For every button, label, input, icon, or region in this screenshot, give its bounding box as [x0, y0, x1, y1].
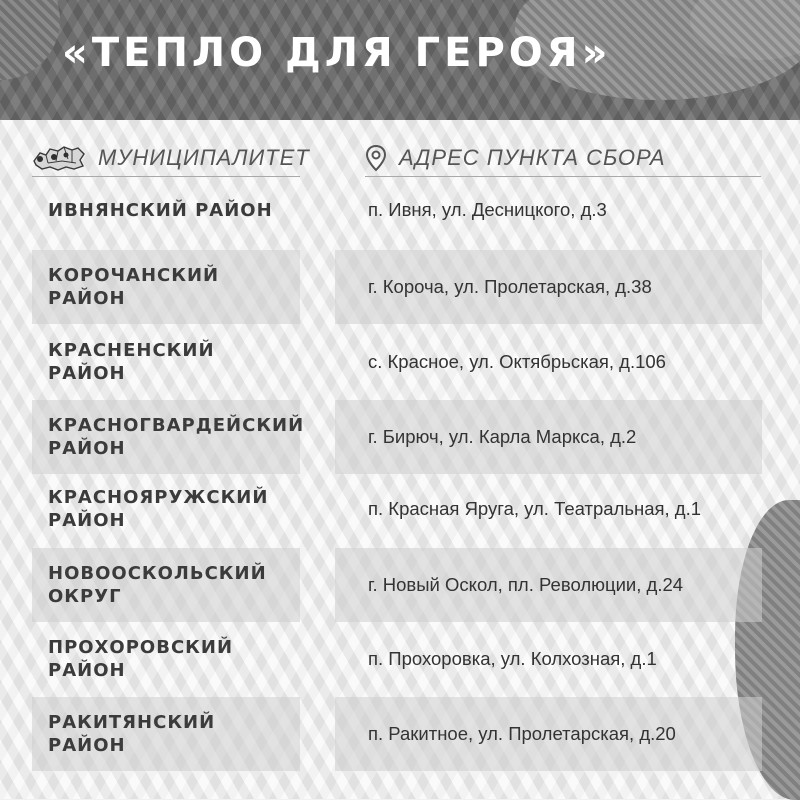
district-name: НОВООСКОЛЬСКИЙ ОКРУГ [48, 563, 267, 607]
column-header-municipality-label: МУНИЦИПАЛИТЕТ [98, 145, 310, 170]
column-header-address [365, 140, 761, 177]
column-header-address-label: АДРЕС ПУНКТА СБОРА [399, 145, 666, 170]
district-name: ПРОХОРОВСКИЙ РАЙОН [48, 637, 234, 681]
collection-address: п. Красная Яруга, ул. Театральная, д.1 [368, 498, 702, 519]
collection-address: с. Красное, ул. Октябрьская, д.106 [368, 351, 666, 372]
district-name: КРАСНЕНСКИЙ РАЙОН [48, 340, 215, 384]
collection-address: п. Прохоровка, ул. Колхозная, д.1 [368, 648, 657, 669]
collection-address: п. Ракитное, ул. Пролетарская, д.20 [368, 723, 676, 744]
district-name: РАКИТЯНСКИЙ РАЙОН [48, 712, 216, 756]
district-name: КРАСНОГВАРДЕЙСКИЙ РАЙОН [48, 415, 305, 459]
collection-address: г. Короча, ул. Пролетарская, д.38 [368, 276, 652, 297]
mitten-decoration-top-left [0, 0, 60, 80]
header-banner [0, 0, 800, 120]
collection-address: г. Новый Оскол, пл. Революции, д.24 [368, 574, 684, 595]
column-header-municipality [32, 140, 310, 177]
location-pin-icon [365, 144, 387, 172]
collection-address: г. Бирюч, ул. Карла Маркса, д.2 [368, 426, 637, 447]
district-name: КОРОЧАНСКИЙ РАЙОН [48, 265, 220, 309]
page-title: «ТЕПЛО ДЛЯ ГЕРОЯ» [62, 30, 612, 76]
region-map-icon [32, 143, 86, 173]
district-name: КРАСНОЯРУЖСКИЙ РАЙОН [48, 487, 269, 531]
district-name: ИВНЯНСКИЙ РАЙОН [48, 199, 273, 221]
collection-address: п. Ивня, ул. Десницкого, д.3 [368, 199, 607, 220]
